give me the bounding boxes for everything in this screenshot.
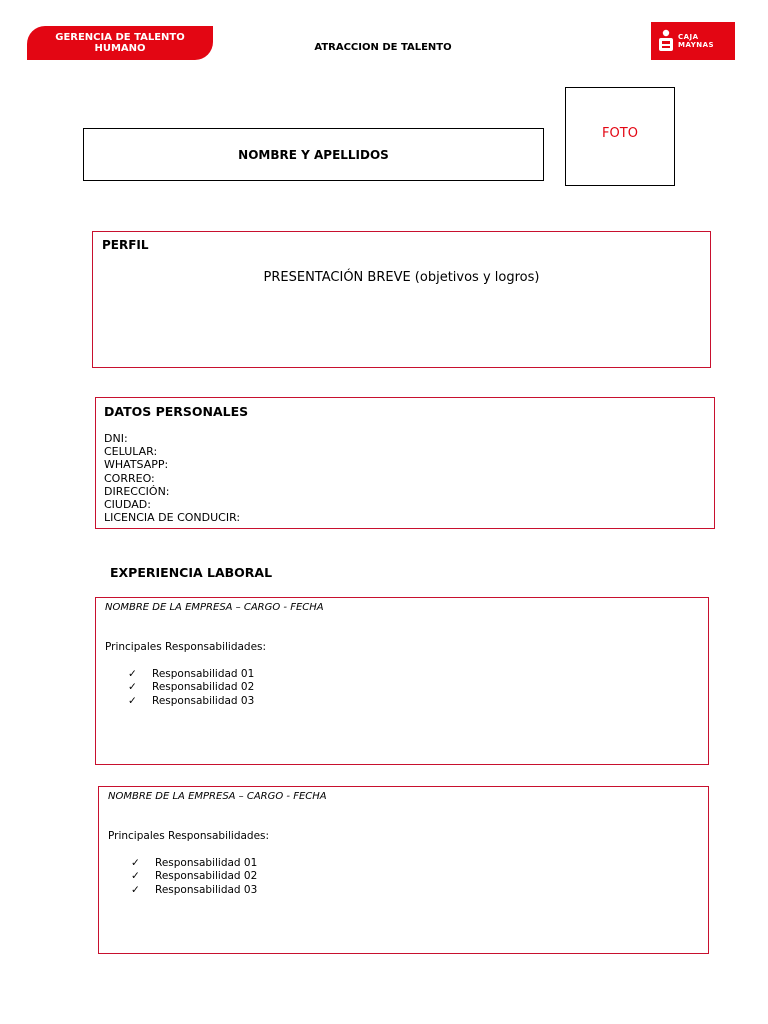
field-ciudad: CIUDAD:: [104, 498, 151, 512]
responsibility-text: Responsabilidad 03: [155, 883, 258, 896]
responsibilities-list: [131, 857, 257, 897]
field-dni: DNI:: [104, 432, 128, 445]
check-icon: ✓: [128, 681, 137, 694]
personal-data-section: [95, 397, 715, 529]
responsibility-text: Responsabilidad 03: [152, 694, 255, 707]
field-correo: CORREO:: [104, 471, 155, 485]
check-icon: ✓: [131, 857, 140, 869]
job-entry: [95, 597, 709, 765]
name-label: NOMBRE Y APELLIDOS: [238, 147, 389, 162]
responsibility-text: Responsabilidad 01: [152, 668, 255, 680]
responsibility-text: Responsabilidad 01: [155, 857, 258, 869]
check-icon: ✓: [131, 883, 140, 896]
job-entry: [98, 786, 709, 954]
photo-label: FOTO: [602, 126, 638, 141]
list-item: [131, 870, 257, 883]
list-item: [128, 695, 254, 708]
responsibility-text: Responsabilidad 02: [155, 870, 258, 883]
department-banner: [27, 26, 213, 60]
list-item: [128, 668, 254, 681]
responsibilities-label: Principales Responsabilidades:: [108, 830, 270, 842]
job-company-line: NOMBRE DE LA EMPRESA – CARGO - FECHA: [108, 791, 327, 802]
responsibilities-label: Principales Responsabilidades:: [105, 641, 267, 653]
banner-line-1: GERENCIA DE TALENTO: [55, 32, 185, 43]
experience-title: EXPERIENCIA LABORAL: [110, 565, 273, 580]
profile-title: PERFIL: [102, 238, 149, 252]
logo-icon: [657, 29, 675, 53]
field-direccion: DIRECCIÓN:: [104, 484, 170, 498]
field-licencia: LICENCIA DE CONDUCIR:: [104, 511, 241, 525]
document-title: ATRACCION DE TALENTO: [314, 42, 452, 53]
field-celular: CELULAR:: [104, 445, 158, 459]
list-item: [131, 857, 257, 870]
responsibilities-list: [128, 668, 254, 708]
photo-placeholder: [565, 87, 675, 186]
name-field: [83, 128, 544, 181]
logo-text-line-2: MAYNAS: [678, 41, 715, 49]
company-logo: [651, 22, 735, 60]
check-icon: ✓: [128, 694, 137, 707]
logo-text-line-1: CAJA: [678, 33, 699, 41]
list-item: [131, 884, 257, 897]
check-icon: ✓: [131, 870, 140, 883]
check-icon: ✓: [128, 668, 137, 680]
job-company-line: NOMBRE DE LA EMPRESA – CARGO - FECHA: [105, 602, 324, 613]
responsibility-text: Responsabilidad 02: [152, 681, 255, 694]
field-whatsapp: WHATSAPP:: [104, 458, 169, 472]
list-item: [128, 681, 254, 694]
profile-text: PRESENTACIÓN BREVE (objetivos y logros): [263, 270, 540, 285]
banner-line-2: HUMANO: [94, 43, 146, 54]
personal-data-title: DATOS PERSONALES: [104, 404, 249, 419]
profile-section: [92, 231, 711, 368]
personal-data-fields: [104, 432, 240, 524]
